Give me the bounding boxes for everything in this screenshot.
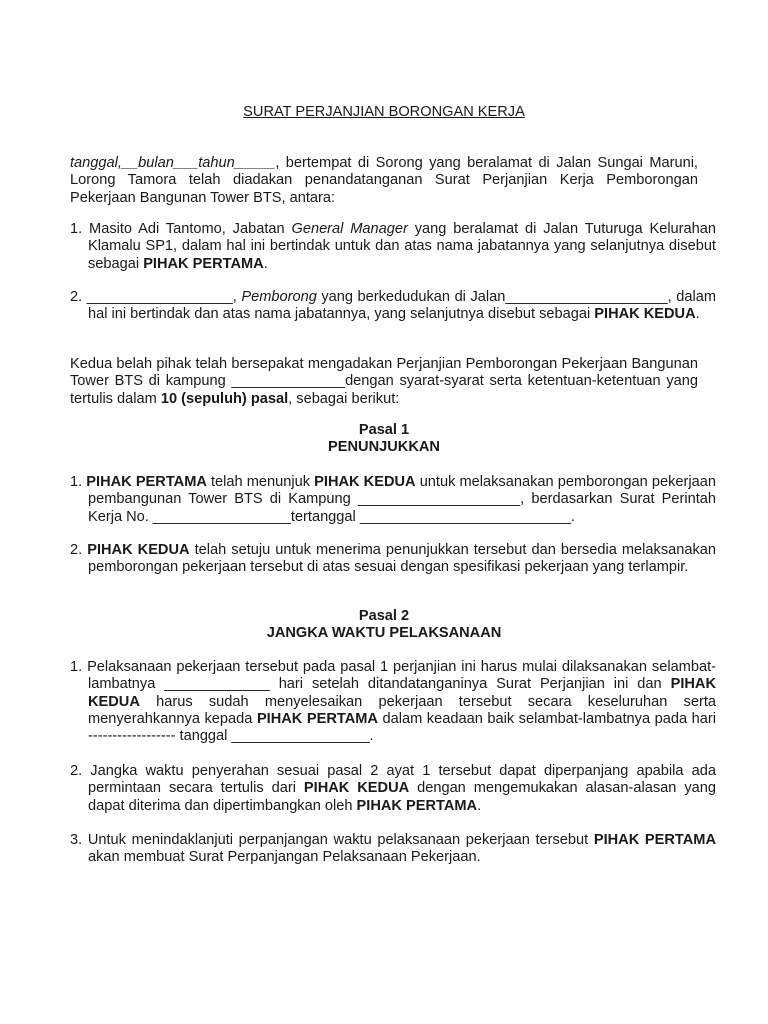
party-1-item xyxy=(70,221,716,273)
clause-text: dalam keadaan baik selambat-lambatnya pada hari ------------------ tanggal _________________. xyxy=(88,710,716,745)
intro-paragraph xyxy=(70,155,698,207)
pasal-2-heading xyxy=(70,608,698,643)
clause-text: Untuk menindaklanjuti perpanjangan waktu pelaksanaan pekerjaan tersebut xyxy=(87,832,594,848)
clause-text: telah menunjuk xyxy=(206,474,315,490)
clause-text: harus sudah menyelesaikan pekerjaan tersebut secara keseluruhan serta menyerahkannya kepada xyxy=(88,693,716,727)
party-2-number: 2. xyxy=(70,289,83,305)
pasal-2-title: JANGKA WAKTU PELAKSANAAN xyxy=(266,625,502,642)
pasal-2-item-2 xyxy=(70,763,716,815)
party-label: PIHAK KEDUA xyxy=(88,676,716,710)
party-2-text-2: yang berkedudukan di Jalan____________________, dalam hal ini bertindak dan atas nama jabatannya, yang selanjutnya disebut sebagai xyxy=(88,289,716,323)
pasal-1-item-1-number: 1. xyxy=(70,474,83,490)
party-2-end: . xyxy=(695,306,700,323)
clause-text: dengan mengemukakan alasan-alasan yang dapat diterima dan dipertimbangkan oleh xyxy=(88,780,716,814)
agreement-paragraph xyxy=(70,356,698,408)
pasal-1-item-2 xyxy=(70,542,716,577)
party-1-text: Masito Adi Tantomo, Jabatan xyxy=(89,221,292,237)
pasal-2-item-2-number: 2. xyxy=(70,763,83,779)
party-label: PIHAK PERTAMA xyxy=(256,710,378,727)
intro-text: , bertempat di Sorong yang beralamat di Jalan Sungai Maruni, Lorong Tamora telah diadakan penandatanganan Surat Perjanjian Kerja Pemborongan Pekerjaan Bangunan Tower BTS, antara: xyxy=(70,155,698,206)
agreement-text-2: , sebagai berikut: xyxy=(288,390,400,407)
clause-text: telah setuju untuk menerima penunjukkan tersebut dan bersedia melaksanakan pemborongan pekerjaan tersebut di atas sesuai dengan spesifikasi pekerjaan yang terlampir. xyxy=(88,542,717,576)
party-1-label: PIHAK PERTAMA xyxy=(143,255,264,272)
date-placeholder: tanggal,__bulan___tahun_____ xyxy=(70,155,276,171)
party-1-number: 1. xyxy=(70,221,83,237)
party-label: PIHAK KEDUA xyxy=(87,542,190,558)
pasal-2-number: Pasal 2 xyxy=(358,608,410,624)
clause-text: akan membuat Surat Perpanjangan Pelaksanaan Pekerjaan. xyxy=(88,849,481,866)
party-2-item xyxy=(70,289,716,324)
party-label: PIHAK KEDUA xyxy=(303,780,410,797)
pasal-2-item-3 xyxy=(70,832,716,867)
party-2-role: Pemborong xyxy=(241,289,317,305)
pasal-1-heading xyxy=(70,422,698,457)
party-1-role: General Manager xyxy=(291,221,408,237)
pasal-1-item-1 xyxy=(70,474,716,526)
party-label: PIHAK KEDUA xyxy=(314,474,416,490)
pasal-2-item-3-number: 3. xyxy=(70,832,83,848)
party-label: PIHAK PERTAMA xyxy=(86,474,207,490)
agreement-text: Kedua belah pihak telah bersepakat mengadakan Perjanjian Pemborongan Pekerjaan Bangunan Tower BTS di kampung ______________dengan syarat-syarat serta ketentuan-ketentuan yang tertulis dalam xyxy=(70,356,698,407)
pasal-1-number: Pasal 1 xyxy=(358,422,410,438)
party-2-text: __________________, xyxy=(86,289,242,305)
document-title: SURAT PERJANJIAN BORONGAN KERJA xyxy=(243,104,525,120)
pasal-2-item-1 xyxy=(70,659,716,745)
clause-text: Pelaksanaan pekerjaan tersebut pada pasal 1 perjanjian ini harus mulai dilaksanakan selambat-lambatnya _____________ hari setelah ditandatanganinya Surat Perjanjian ini dan xyxy=(87,659,716,693)
party-label: PIHAK PERTAMA xyxy=(593,832,716,848)
party-1-end: . xyxy=(263,255,268,272)
party-1-text-2: yang beralamat di Jalan Tuturuga Kelurahan Klamalu SP1, dalam hal ini bertindak untuk dan atas nama jabatannya yang selanjutnya disebut sebagai xyxy=(88,221,716,272)
party-label: PIHAK PERTAMA xyxy=(356,797,478,814)
clause-text: untuk melaksanakan pemborongan pekerjaan pembangunan Tower BTS di Kampung ____________________, berdasarkan Surat Perintah Kerja No. _________________tertanggal __________________________. xyxy=(88,474,716,525)
pasal-1-item-2-number: 2. xyxy=(70,542,83,558)
pasal-1-title: PENUNJUKKAN xyxy=(328,439,440,456)
article-count: 10 (sepuluh) pasal xyxy=(160,390,289,407)
pasal-2-item-1-number: 1. xyxy=(70,659,83,675)
party-2-label: PIHAK KEDUA xyxy=(594,306,696,323)
clause-text: Jangka waktu penyerahan sesuai pasal 2 ayat 1 tersebut dapat diperpanjang apabila ada permintaan secara tertulis dari xyxy=(88,763,716,797)
clause-text: . xyxy=(477,797,482,814)
